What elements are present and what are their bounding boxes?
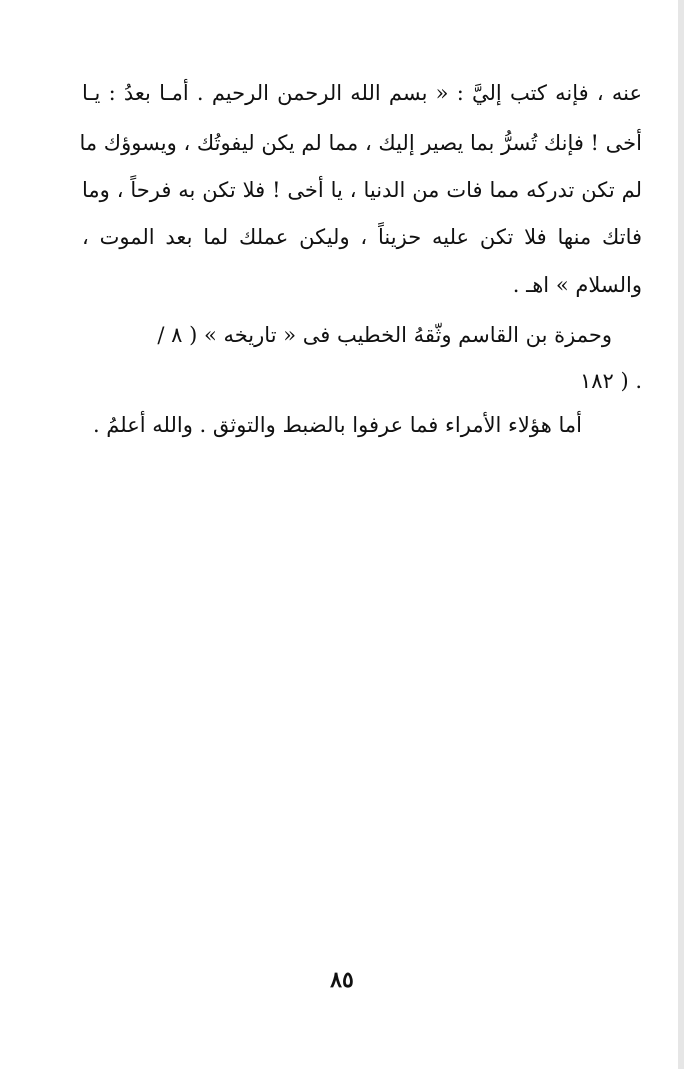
text-line: والسلام » اهـ . (512, 273, 642, 297)
text-line: عنه ، فإنه كتب إليَّ : « بسم الله الرحمن الرحيم . أمـا بعدُ : يـا (82, 81, 642, 105)
text-line: لم تكن تدركه مما فات من الدنيا ، يا أخى ! فلا تكن به فرحاً ، وما (82, 178, 642, 202)
page-number: ٨٥ (330, 967, 354, 993)
text-line: وحمزة بن القاسم وثّقهُ الخطيب فى « تاريخه » ( ٨ / (157, 323, 612, 347)
text-line: فاتك منها فلا تكن عليه حزيناً ، وليكن عملك لما بعد الموت ، (82, 225, 642, 249)
text-line: . ( ١٨٢ (579, 369, 642, 393)
text-line: أما هؤلاء الأمراء فما عرفوا بالضبط والتوثق . والله أعلمُ . (92, 413, 582, 437)
text-line: أخى ! فإنك تُسرُّ بما يصير إليك ، مما لم يكن ليفوتُك ، ويسوؤك ما (79, 131, 642, 155)
page-edge (678, 0, 684, 1069)
